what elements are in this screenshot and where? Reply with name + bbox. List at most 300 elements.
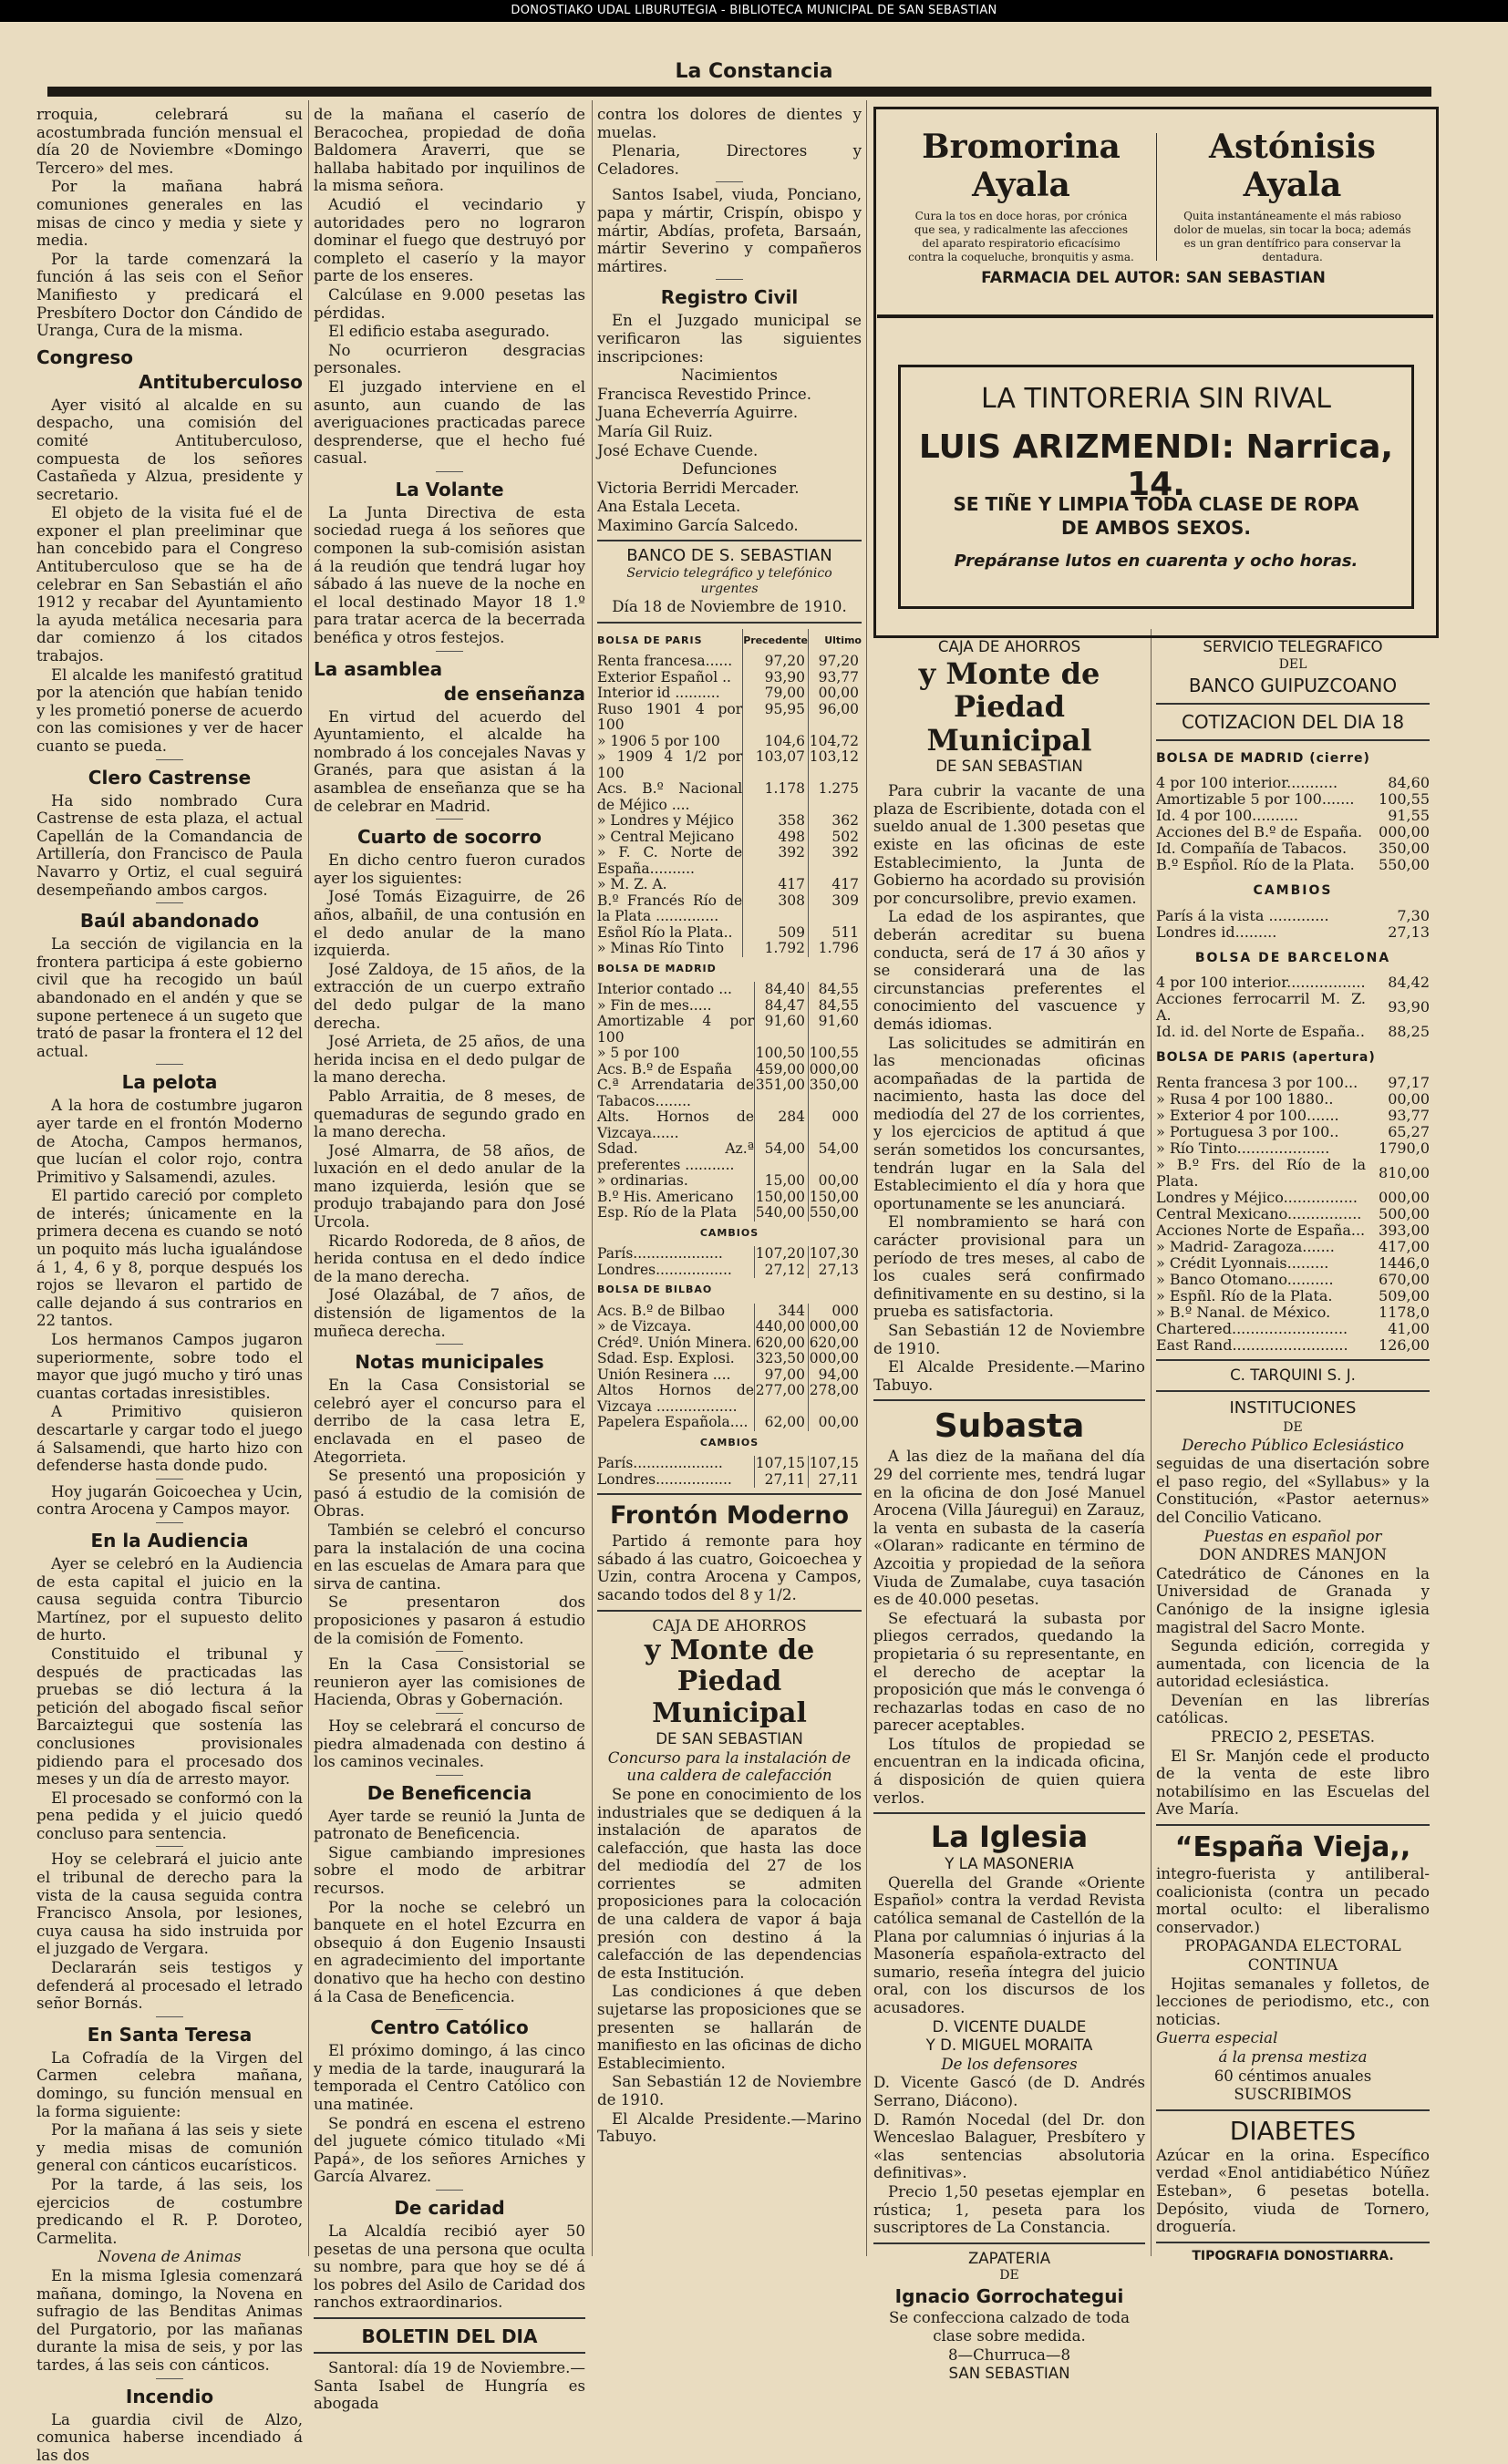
table-row	[597, 925, 862, 942]
ad-title: LUIS ARIZMENDI: Narrica, 14.	[898, 428, 1414, 503]
table-row	[597, 1383, 862, 1415]
row-value: 107,15	[755, 1456, 809, 1472]
rule	[597, 1610, 862, 1612]
paragraph: En virtud del acuerdo del Ayuntamiento, el alcalde ha nombrado á los concejales Navas y Granés, para que asistan á la asamblea de enseñanza que se ha de celebrar en Madrid.	[314, 708, 585, 816]
row-value: 96,00	[809, 702, 862, 734]
quote-table-cambios	[597, 1431, 862, 1489]
row-value: 84,47	[755, 998, 809, 1015]
table-row	[1156, 1140, 1430, 1157]
headline: Registro Civil	[597, 287, 862, 307]
list-item: Juana Echeverría Aguirre.	[597, 404, 862, 422]
row-label: » Central Mejicano	[597, 830, 743, 846]
banco-date: Día 18 de Noviembre de 1910.	[597, 598, 862, 616]
column-3	[597, 106, 862, 2253]
row-value: 509,00	[1366, 1288, 1430, 1304]
ad-text: Quita instantáneamente el más rabioso dolor de muelas, sin tocar la boca; además es un gran dentífrico para conservar la dentadura.	[1162, 204, 1422, 264]
column-divider	[308, 100, 309, 2256]
ad-line: 8—Churruca—8	[873, 2346, 1145, 2365]
row-label: Esñol Río la Plata..	[597, 925, 743, 942]
row-label: » Londres y Méjico	[597, 813, 743, 830]
row-label: » Río Tinto....................	[1156, 1140, 1366, 1157]
row-label: Londres id.........	[1156, 924, 1366, 941]
quote-table-bilbao	[597, 1278, 862, 1431]
rule	[873, 1812, 1145, 1814]
table-row	[597, 1173, 862, 1190]
separator	[156, 759, 183, 760]
paragraph: El partido careció por completo de interés; únicamente en la primera decena es cuando se notó un poquito más lucha igualándose á 1, 4, 6 y 8, porque después los rojos se llevaron el partido de calle dejando á sus contrarios en 22 tantos.	[36, 1187, 303, 1330]
rule	[597, 622, 862, 624]
separator	[156, 2016, 183, 2017]
column-4	[873, 638, 1145, 2256]
row-label: » B.º Frs. del Río de la Plata.	[1156, 1157, 1366, 1190]
row-value: 1.796	[809, 941, 862, 957]
table-row	[597, 1456, 862, 1472]
row-label: » Rusa 4 por 100 1880..	[1156, 1091, 1366, 1108]
row-value: 00,00	[809, 1173, 862, 1190]
separator	[436, 651, 463, 652]
rule	[597, 1493, 862, 1495]
table-row	[1156, 1206, 1430, 1222]
paragraph: Por la mañana habrá comuniones generales en las misas de cinco y media y siete y media.	[36, 178, 303, 249]
ad-title: BANCO GUIPUZCOANO	[1156, 674, 1430, 697]
row-value: 103,07	[743, 749, 809, 781]
row-value: 1.792	[743, 941, 809, 957]
column-divider	[1151, 629, 1152, 2256]
row-value: 1.178	[743, 781, 809, 813]
row-label: » Fin de mes.....	[597, 998, 755, 1015]
column-5	[1156, 638, 1430, 2256]
table-row	[1156, 824, 1430, 840]
farmacia-line: FARMACIA DEL AUTOR: SAN SEBASTIAN	[884, 269, 1422, 287]
paragraph: Segunda edición, corregida y aumentada, con licencia de la autoridad eclesiástica.	[1156, 1637, 1430, 1691]
separator	[436, 819, 463, 820]
row-value: 94,00	[809, 1367, 862, 1384]
paragraph: Acudió el vecindario y autoridades pero no lograron dominar el fuego que destruyó por completo el caserío y la mayor parte de los enseres.	[314, 196, 585, 285]
paragraph: A Primitivo quisieron descartarle y cargar todo el juego á Salsamendi, que harto hizo con defenderse hasta donde pudo.	[36, 1403, 303, 1474]
table-heading: CAMBIOS	[597, 1222, 862, 1247]
row-label: » 5 por 100	[597, 1046, 755, 1062]
row-value: 1.275	[809, 781, 862, 813]
row-value: 97,20	[809, 654, 862, 670]
paragraph: José Tomás Eizaguirre, de 26 años, albañil, de una contusión en el dedo anular de la mano izquierda.	[314, 888, 585, 959]
table-row	[597, 1046, 862, 1062]
row-value: 41,00	[1366, 1321, 1430, 1337]
table-row	[597, 1415, 862, 1431]
row-value: 54,00	[755, 1141, 809, 1173]
ad-line: SAN SEBASTIAN	[873, 2365, 1145, 2383]
column-2	[314, 106, 585, 2253]
row-value: 362	[809, 813, 862, 830]
paragraph: Por la noche se celebró un banquete en el hotel Ezcurra en obsequio á don Eugenio Insausti en agradecimiento del importante donativo que ha hecho con destino á la Casa de Beneficencia.	[314, 1899, 585, 2006]
paragraph: Las solicitudes se admitirán en las mencionadas oficinas acompañadas de la partida de nacimiento, hasta las doce del mediodía del 27 de los corrientes, y los ejercicios de aptitud á que serán sometidos los concursantes, tendrán lugar en la Sala del Establecimiento el día y hora que oportunamente se les anunciará.	[873, 1035, 1145, 1213]
paragraph: Ha sido nombrado Cura Castrense de esta plaza, el actual Capellán de la Comandancia de Artillería, don Francisco de Paula Navarro y Ortiz, el cual seguirá desempeñando ambos cargos.	[36, 792, 303, 900]
row-value: 392	[743, 845, 809, 877]
row-value: 1446,0	[1366, 1255, 1430, 1272]
paragraph: También se celebró el concurso para la instalación de una cocina en las escuelas de Amara para que sirva de cantina.	[314, 1521, 585, 1593]
row-value: 393,00	[1366, 1222, 1430, 1239]
divider	[1156, 133, 1157, 261]
row-value: 27,11	[755, 1472, 809, 1489]
ad-line: DEL	[1156, 657, 1430, 673]
ad-line: DE	[1156, 1420, 1430, 1436]
newspaper-name: La Constancia	[0, 60, 1508, 83]
table-row	[597, 1190, 862, 1206]
table-row	[1156, 1304, 1430, 1321]
table-heading: BOLSA DE BILBAO	[597, 1278, 862, 1304]
ad-line: Puestas en español por	[1156, 1528, 1430, 1546]
separator	[436, 1344, 463, 1345]
fronton-title: Frontón Moderno	[597, 1500, 862, 1531]
row-label: Chartered.........................	[1156, 1321, 1366, 1337]
table-row	[597, 1263, 862, 1279]
paragraph: Hoy se celebrará el juicio ante el tribunal de derecho para la vista de la causa seguida contra Francisco Ansola, por lesiones, cuya causa ha sido instruida por el juzgado de Vergara.	[36, 1851, 303, 1958]
top-rule	[47, 87, 1431, 97]
subheading: Novena de Animas	[36, 2248, 303, 2266]
separator	[436, 471, 463, 472]
paragraph: Azúcar en la orina. Específico verdad «Enol antidiabético Núñez Esteban», 6 pesetas botella. Depósito, viuda de Tornero, droguería.	[1156, 2147, 1430, 2236]
row-value: 15,00	[755, 1173, 809, 1190]
row-value: 309	[809, 893, 862, 925]
table-row	[597, 1077, 862, 1109]
table-row	[597, 1014, 862, 1046]
table-row	[597, 1246, 862, 1263]
row-value: 358	[743, 813, 809, 830]
row-value: 000,00	[1366, 824, 1430, 840]
table-row	[597, 654, 862, 670]
ad-title: COTIZACION DEL DIA 18	[1156, 710, 1430, 734]
paragraph: Plenaria, Directores y Celadores.	[597, 142, 862, 178]
row-value: 000	[809, 1304, 862, 1320]
column-divider	[866, 100, 867, 2256]
table-row	[1156, 840, 1430, 857]
paragraph: El nombramiento se hará con carácter provisional para un período de tres meses, al cabo de los cuales será confirmado definitivamente en su destino, si la prueba es satisfactoria.	[873, 1213, 1145, 1321]
paragraph: rroquia, celebrará su acostumbrada función mensual el día 20 de Noviembre «Domingo Tercero» del mes.	[36, 106, 303, 177]
separator	[436, 1775, 463, 1776]
ad-line: PROPAGANDA ELECTORAL	[1156, 1937, 1430, 1955]
rule	[1156, 703, 1430, 705]
row-value: 91,60	[809, 1014, 862, 1046]
paragraph: La sección de vigilancia en la frontera participa á este gobierno civil que ha recogido un baúl abandonado en el andén y que se supone pertenece á un sugeto que trató de pasar la frontera el 12 del actual.	[36, 935, 303, 1060]
paragraph: El juzgado interviene en el asunto, aun cuando de las averiguaciones practicadas parece desprenderse, que el hecho fué casual.	[314, 378, 585, 468]
ad-line: D. VICENTE DUALDE	[873, 2018, 1145, 2036]
row-value: 417	[743, 877, 809, 893]
paragraph: integro-fuerista y antiliberal-coalicionista (contra un pecado mortal oculto: el liberalismo conservador.)	[1156, 1865, 1430, 1936]
paragraph: Ayer tarde se reunió la Junta de patronato de Beneficencia.	[314, 1808, 585, 1843]
row-value: 27,13	[809, 1263, 862, 1279]
paragraph: La edad de los aspirantes, que deberán acreditar su buena conducta, será de 17 á 30 años y se considerará una de las circunstancias preferentes el conocimiento del vascuence y demás idiomas.	[873, 908, 1145, 1033]
row-label: París á la vista .............	[1156, 908, 1366, 924]
rate-table-barcelona	[1156, 974, 1430, 1040]
row-label: Londres.................	[597, 1263, 755, 1279]
paragraph: La Cofradía de la Virgen del Carmen celebra mañana, domingo, su función mensual en la forma siguiente:	[36, 2049, 303, 2120]
row-value: 323,50	[755, 1351, 809, 1367]
table-row	[1156, 924, 1430, 941]
row-value: 284	[755, 1109, 809, 1141]
paragraph: La Alcaldía recibió ayer 50 pesetas de una persona que oculta su nombre, para que hoy se dé á los pobres del Asilo de Caridad dos ranchos extraordinarios.	[314, 2222, 585, 2312]
row-label: Interior id ..........	[597, 686, 743, 702]
table-row	[597, 1304, 862, 1320]
column-header: Ultimo	[809, 629, 862, 655]
row-label: » Portuguesa 3 por 100..	[1156, 1124, 1366, 1140]
separator	[156, 1522, 183, 1523]
table-row	[597, 734, 862, 750]
table-row	[597, 1141, 862, 1173]
paragraph: En la Casa Consistorial se reunieron ayer las comisiones de Hacienda, Obras y Gobernación.	[314, 1655, 585, 1709]
ad-line: CAJA DE AHORROS	[597, 1617, 862, 1635]
table-row	[1156, 1091, 1430, 1108]
rule	[1156, 1390, 1430, 1392]
paragraph: José Arrieta, de 25 años, de una herida incisa en el dedo pulgar de la mano derecha.	[314, 1033, 585, 1087]
ad-title: y Monte de Piedad	[597, 1635, 862, 1697]
row-value: 344	[755, 1304, 809, 1320]
ad-title: INSTITUCIONES	[1156, 1397, 1430, 1419]
ad-title: Municipal	[597, 1698, 862, 1729]
row-value: 84,42	[1366, 974, 1430, 991]
row-label: Alts. Hornos de Vizcaya......	[597, 1109, 755, 1141]
table-row	[1156, 991, 1430, 1024]
rate-table-cambios	[1156, 908, 1430, 941]
ad-title: DIABETES	[1156, 2117, 1430, 2146]
row-value: 100,55	[809, 1046, 862, 1062]
row-value: 27,12	[755, 1263, 809, 1279]
row-value: 100,50	[755, 1046, 809, 1062]
ad-title: “España Vieja,,	[1156, 1831, 1430, 1864]
table-row	[1156, 1124, 1430, 1140]
row-value: 351,00	[755, 1077, 809, 1109]
row-value: 93,90	[1366, 991, 1430, 1024]
row-value: 417	[809, 877, 862, 893]
headline: En la Audiencia	[36, 1531, 303, 1551]
table-row	[1156, 775, 1430, 791]
table-row	[1156, 1024, 1430, 1040]
row-label: Acs. B.º de España	[597, 1062, 755, 1078]
table-row	[597, 702, 862, 734]
row-label: B.º Espñol. Río de la Plata.	[1156, 857, 1366, 873]
table-row	[597, 749, 862, 781]
row-label: » 1906 5 por 100	[597, 734, 743, 750]
list-item: Maximino García Salcedo.	[597, 517, 862, 535]
rate-table-paris	[1156, 1075, 1430, 1354]
headline: Clero Castrense	[36, 768, 303, 788]
row-value: 540,00	[755, 1205, 809, 1222]
row-value: 27,11	[809, 1472, 862, 1489]
table-row	[1156, 908, 1430, 924]
paragraph: José Zaldoya, de 15 años, de la extracción de un cuerpo extraño del dedo pulgar de la mano derecha.	[314, 961, 585, 1032]
table-row	[597, 998, 862, 1015]
row-label: » de Vizcaya.	[597, 1319, 755, 1335]
paragraph: San Sebastián 12 de Noviembre de 1910.	[597, 2073, 862, 2108]
row-label: Acciones Norte de España...	[1156, 1222, 1366, 1239]
row-label: Sdad. Esp. Explosi.	[597, 1351, 755, 1367]
paragraph: Ricardo Rodoreda, de 8 años, de herida contusa en el dedo índice de la mano derecha.	[314, 1232, 585, 1286]
row-value: 100,55	[1366, 791, 1430, 808]
library-header-bar: DONOSTIAKO UDAL LIBURUTEGIA - BIBLIOTECA MUNICIPAL DE SAN SEBASTIAN	[0, 0, 1508, 22]
paragraph: Constituido el tribunal y después de practicadas las pruebas se dió lectura á la petición del abogado fiscal señor Barcaiztegui que sostenía las conclusiones provisionales pidiendo para el procesado dos meses y un día de arresto mayor.	[36, 1645, 303, 1789]
list-item: Ana Estala Leceta.	[597, 498, 862, 516]
paragraph: No ocurrieron desgracias personales.	[314, 342, 585, 377]
paragraph: En dicho centro fueron curados ayer los siguientes:	[314, 851, 585, 887]
separator	[436, 2190, 463, 2191]
paragraph: contra los dolores de dientes y muelas.	[597, 106, 862, 141]
row-label: Unión Resinera ....	[597, 1367, 755, 1384]
table-row	[1156, 1321, 1430, 1337]
paragraph: Declararán seis testigos y defenderá al procesado el letrado señor Bornás.	[36, 1959, 303, 2013]
paragraph: Los hermanos Campos jugaron superiormente, sobre todo el mayor que jugó mucho y tiró unas cuantas cortadas inresistibles.	[36, 1331, 303, 1402]
ad-title: Astónisis Ayala	[1162, 128, 1422, 204]
row-value: 459,00	[755, 1062, 809, 1078]
row-value: 97,17	[1366, 1075, 1430, 1091]
ad-line: Y LA MASONERIA	[873, 1855, 1145, 1873]
row-label: Id. id. del Norte de España..	[1156, 1024, 1366, 1040]
ad-title: La Iglesia	[873, 1820, 1145, 1854]
headline: Congreso	[36, 347, 303, 367]
row-label: Central Mexicano................	[1156, 1206, 1366, 1222]
banco-title: BANCO DE S. SEBASTIAN	[597, 547, 862, 565]
ad-line: DON ANDRES MANJON	[1156, 1546, 1430, 1564]
separator	[156, 2378, 183, 2379]
paragraph: Los títulos de propiedad se encuentran en la indicada oficina, á disposición de quien quiera verlos.	[873, 1736, 1145, 1807]
row-label: 4 por 100 interior.................	[1156, 974, 1366, 991]
paragraph: El Alcalde Presidente.—Marino Tabuyo.	[597, 2110, 862, 2146]
rule	[1156, 2242, 1430, 2243]
row-label: Acs. B.º Nacional de Méjico ....	[597, 781, 743, 813]
row-value: 498	[743, 830, 809, 846]
rule	[877, 314, 1433, 318]
paragraph: Por la mañana á las seis y siete y media misas de comunión general con cánticos eucarísticos.	[36, 2121, 303, 2175]
row-value: 00,00	[809, 1415, 862, 1431]
paragraph: Por la tarde, á las seis, los ejercicios de costumbre predicando el R. P. Doroteo, Carmelita.	[36, 2176, 303, 2247]
row-value: 550,00	[1366, 857, 1430, 873]
paragraph: La guardia civil de Alzo, comunica haberse incendiado á las dos	[36, 2411, 303, 2464]
row-label: Crédº. Unión Minera.	[597, 1335, 755, 1352]
row-value: 278,00	[809, 1383, 862, 1415]
ad-title: Bromorina Ayala	[893, 128, 1149, 204]
separator	[156, 1064, 183, 1065]
row-value: 620,00	[809, 1335, 862, 1352]
row-label: Renta francesa 3 por 100...	[1156, 1075, 1366, 1091]
row-value: 95,95	[743, 702, 809, 734]
table-heading: BOLSA DE MADRID (cierre)	[1156, 750, 1430, 768]
ad-subtitle: Concurso para la instalación de una caldera de calefacción	[597, 1749, 862, 1785]
table-row	[1156, 1222, 1430, 1239]
printer-imprint: TIPOGRAFIA DONOSTIARRA.	[1156, 2249, 1430, 2264]
rule	[1156, 1824, 1430, 1826]
row-label: B.º His. Americano	[597, 1190, 755, 1206]
row-value: 350,00	[809, 1077, 862, 1109]
row-label: Id. 4 por 100..........	[1156, 808, 1366, 824]
row-label: Ruso 1901 4 por 100	[597, 702, 743, 734]
row-value: 93,90	[743, 670, 809, 686]
table-heading: BOLSA DE BARCELONA	[1156, 950, 1430, 968]
row-label: Londres y Méjico................	[1156, 1190, 1366, 1206]
ad-line: 60 céntimos anuales	[1156, 2067, 1430, 2086]
row-value: 97,20	[743, 654, 809, 670]
column-divider	[592, 100, 593, 2256]
row-value: 417,00	[1366, 1239, 1430, 1255]
row-value: 000,00	[1366, 1190, 1430, 1206]
table-row	[597, 1367, 862, 1384]
row-label: » F. C. Norte de España..........	[597, 845, 743, 877]
row-label: París....................	[597, 1246, 755, 1263]
paragraph: San Sebastián 12 de Noviembre de 1910.	[873, 1322, 1145, 1357]
rule	[1156, 739, 1430, 741]
ad-line: CONTINUA	[1156, 1956, 1430, 1974]
paragraph: El procesado se conformó con la pena pedida y el juicio quedó concluso para sentencia.	[36, 1789, 303, 1843]
separator	[436, 1713, 463, 1714]
row-value: 84,40	[755, 982, 809, 998]
row-label: Acs. B.º de Bilbao	[597, 1304, 755, 1320]
ad-line: Derecho Público Eclesiástico	[1156, 1437, 1430, 1455]
paragraph: Se presentó una proposición y pasó á estudio de la comisión de Obras.	[314, 1467, 585, 1521]
table-row	[597, 1351, 862, 1367]
column-1	[36, 106, 303, 2253]
row-value: 150,00	[809, 1190, 862, 1206]
row-label: » 1909 4 1/2 por 100	[597, 749, 743, 781]
row-label: París....................	[597, 1456, 755, 1472]
headline: La Volante	[314, 479, 585, 500]
row-label: Papelera Española....	[597, 1415, 755, 1431]
paragraph: Hoy jugarán Goicoechea y Ucin, contra Arocena y Campos mayor.	[36, 1483, 303, 1519]
ad-title: y Monte de Piedad	[873, 657, 1145, 723]
row-label: Acciones ferrocarril M. Z. A.	[1156, 991, 1366, 1024]
ad-text: Se confecciona calzado de toda clase sobre medida.	[873, 2309, 1145, 2345]
quote-table-paris	[597, 629, 862, 957]
paragraph: En el Juzgado municipal se verificaron las siguientes inscripciones:	[597, 312, 862, 366]
table-row	[1156, 974, 1430, 991]
table-row	[597, 877, 862, 893]
ad-title: Municipal	[873, 724, 1145, 757]
list-item: Francisca Revestido Prince.	[597, 386, 862, 404]
row-value: 308	[743, 893, 809, 925]
table-row	[1156, 1272, 1430, 1288]
ad-line: á la prensa mestiza	[1156, 2048, 1430, 2067]
ad-line: PRECIO 2, PESETAS.	[1156, 1728, 1430, 1747]
row-value: 7,30	[1366, 908, 1430, 924]
ad-line: DE	[873, 2268, 1145, 2284]
row-value: 54,00	[809, 1141, 862, 1173]
paragraph: Se efectuará la subasta por pliegos cerrados, quedando la propietaria ó su representante, en el derecho de aceptar la proposición que más le convenga ó rechazarlas todas en caso de no parecer aceptables.	[873, 1610, 1145, 1735]
table-row	[1156, 1288, 1430, 1304]
row-label: Sdad. Az.ª preferentes ...........	[597, 1141, 755, 1173]
table-row	[597, 1472, 862, 1489]
table-row	[1156, 1157, 1430, 1190]
separator	[716, 181, 743, 182]
headline: de enseñanza	[314, 684, 585, 704]
row-value: 104,6	[743, 734, 809, 750]
rule	[597, 540, 862, 541]
list-item: Victoria Berridi Mercader.	[597, 479, 862, 498]
row-value: 1178,0	[1366, 1304, 1430, 1321]
table-row	[597, 893, 862, 925]
paragraph: Para cubrir la vacante de una plaza de Escribiente, dotada con el sueldo anual de 1.300 pesetas que existe en las oficinas de este Establecimiento, la Junta de Gobierno ha acordado su provisión por concursolibre, previo examen.	[873, 782, 1145, 907]
table-row	[597, 1062, 862, 1078]
rate-table-madrid	[1156, 775, 1430, 873]
row-value: 502	[809, 830, 862, 846]
paragraph: A las diez de la mañana del día 29 del corriente mes, tendrá lugar en la oficina de don José Manuel Arocena (Villa Jáuregui) en Zarauz, la venta en subasta de la casería «Olaran» radicante en término de Azcoitia y propiedad de la señora Viuda de Zumalabe, cuya tasación es de 40.000 pesetas.	[873, 1448, 1145, 1608]
rule	[873, 2242, 1145, 2244]
ad-line: ZAPATERIA	[873, 2250, 1145, 2268]
paragraph: Por la tarde comenzará la función á las seis con el Señor Manifiesto y predicará el Presbítero Doctor don Cándido de Uranga, Cura de la misma.	[36, 251, 303, 340]
row-value: 000,00	[809, 1062, 862, 1078]
row-value: 00,00	[1366, 1091, 1430, 1108]
headline: Incendio	[36, 2387, 303, 2407]
row-value: 84,55	[809, 982, 862, 998]
ad-line: De los defensores	[873, 2056, 1145, 2074]
row-label: Esp. Río de la Plata	[597, 1205, 755, 1222]
row-value: 810,00	[1366, 1157, 1430, 1190]
ad-line: C. TARQUINI S. J.	[1156, 1366, 1430, 1385]
headline: De Beneficencia	[314, 1783, 585, 1803]
